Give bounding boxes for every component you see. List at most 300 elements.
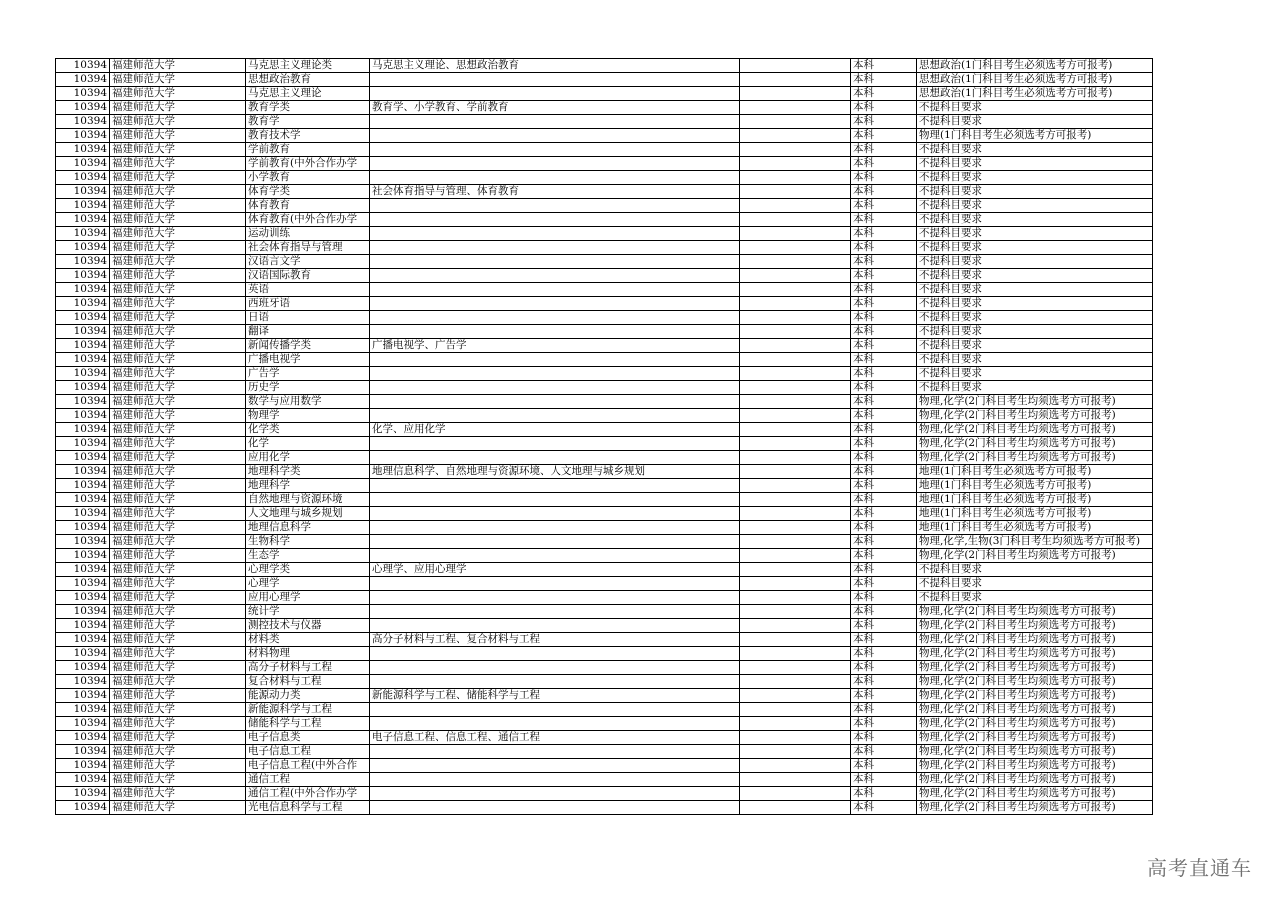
school-name-cell: 福建师范大学 <box>110 675 246 689</box>
school-code-cell: 10394 <box>56 101 110 115</box>
school-code-cell: 10394 <box>56 479 110 493</box>
included-majors-cell <box>370 577 740 591</box>
level-cell: 本科 <box>851 73 917 87</box>
school-name-cell: 福建师范大学 <box>110 605 246 619</box>
level-cell: 本科 <box>851 423 917 437</box>
blank-cell <box>740 143 851 157</box>
subject-requirement-cell: 不提科目要求 <box>917 311 1153 325</box>
table-row <box>56 759 1153 773</box>
level-cell: 本科 <box>851 563 917 577</box>
table-row <box>56 773 1153 787</box>
included-majors-cell <box>370 73 740 87</box>
major-name-cell: 应用化学 <box>246 451 370 465</box>
school-name-cell: 福建师范大学 <box>110 269 246 283</box>
level-cell: 本科 <box>851 171 917 185</box>
table-row <box>56 619 1153 633</box>
table-row <box>56 423 1153 437</box>
included-majors-cell <box>370 521 740 535</box>
school-name-cell: 福建师范大学 <box>110 353 246 367</box>
subject-requirement-cell: 物理(1门科目考生必须选考方可报考) <box>917 129 1153 143</box>
included-majors-cell <box>370 661 740 675</box>
school-name-cell: 福建师范大学 <box>110 549 246 563</box>
level-cell: 本科 <box>851 703 917 717</box>
subject-requirement-cell: 思想政治(1门科目考生必须选考方可报考) <box>917 59 1153 73</box>
major-name-cell: 心理学类 <box>246 563 370 577</box>
subject-requirement-cell: 物理,化学(2门科目考生均须选考方可报考) <box>917 647 1153 661</box>
school-code-cell: 10394 <box>56 283 110 297</box>
included-majors-cell <box>370 759 740 773</box>
level-cell: 本科 <box>851 129 917 143</box>
blank-cell <box>740 59 851 73</box>
major-name-cell: 历史学 <box>246 381 370 395</box>
subject-requirement-cell: 不提科目要求 <box>917 339 1153 353</box>
table-row <box>56 801 1153 815</box>
subject-requirement-cell: 不提科目要求 <box>917 269 1153 283</box>
level-cell: 本科 <box>851 381 917 395</box>
school-code-cell: 10394 <box>56 339 110 353</box>
school-code-cell: 10394 <box>56 129 110 143</box>
major-name-cell: 地理科学 <box>246 479 370 493</box>
blank-cell <box>740 227 851 241</box>
table-row <box>56 269 1153 283</box>
level-cell: 本科 <box>851 479 917 493</box>
included-majors-cell <box>370 381 740 395</box>
school-code-cell: 10394 <box>56 773 110 787</box>
school-code-cell: 10394 <box>56 661 110 675</box>
school-name-cell: 福建师范大学 <box>110 479 246 493</box>
school-name-cell: 福建师范大学 <box>110 437 246 451</box>
school-name-cell: 福建师范大学 <box>110 227 246 241</box>
subject-requirement-cell: 不提科目要求 <box>917 591 1153 605</box>
subject-requirement-cell: 地理(1门科目考生必须选考方可报考) <box>917 493 1153 507</box>
school-name-cell: 福建师范大学 <box>110 157 246 171</box>
school-name-cell: 福建师范大学 <box>110 129 246 143</box>
level-cell: 本科 <box>851 157 917 171</box>
school-name-cell: 福建师范大学 <box>110 283 246 297</box>
table-row <box>56 325 1153 339</box>
blank-cell <box>740 759 851 773</box>
table-row <box>56 703 1153 717</box>
major-name-cell: 地理信息科学 <box>246 521 370 535</box>
school-code-cell: 10394 <box>56 717 110 731</box>
school-code-cell: 10394 <box>56 157 110 171</box>
level-cell: 本科 <box>851 689 917 703</box>
school-name-cell: 福建师范大学 <box>110 731 246 745</box>
school-name-cell: 福建师范大学 <box>110 409 246 423</box>
included-majors-cell <box>370 325 740 339</box>
school-code-cell: 10394 <box>56 549 110 563</box>
included-majors-cell <box>370 787 740 801</box>
subject-requirement-cell: 物理,化学(2门科目考生均须选考方可报考) <box>917 745 1153 759</box>
table-row <box>56 199 1153 213</box>
blank-cell <box>740 199 851 213</box>
table-row <box>56 717 1153 731</box>
subject-requirement-cell: 物理,化学(2门科目考生均须选考方可报考) <box>917 451 1153 465</box>
blank-cell <box>740 703 851 717</box>
level-cell: 本科 <box>851 339 917 353</box>
table-row <box>56 213 1153 227</box>
table-row <box>56 255 1153 269</box>
school-name-cell: 福建师范大学 <box>110 689 246 703</box>
school-code-cell: 10394 <box>56 115 110 129</box>
school-name-cell: 福建师范大学 <box>110 591 246 605</box>
blank-cell <box>740 801 851 815</box>
blank-cell <box>740 563 851 577</box>
school-code-cell: 10394 <box>56 801 110 815</box>
major-name-cell: 体育学类 <box>246 185 370 199</box>
major-name-cell: 高分子材料与工程 <box>246 661 370 675</box>
school-name-cell: 福建师范大学 <box>110 451 246 465</box>
major-name-cell: 汉语言文学 <box>246 255 370 269</box>
level-cell: 本科 <box>851 143 917 157</box>
level-cell: 本科 <box>851 311 917 325</box>
school-code-cell: 10394 <box>56 521 110 535</box>
blank-cell <box>740 731 851 745</box>
school-code-cell: 10394 <box>56 143 110 157</box>
subject-requirement-cell: 物理,化学(2门科目考生均须选考方可报考) <box>917 633 1153 647</box>
level-cell: 本科 <box>851 101 917 115</box>
included-majors-cell: 心理学、应用心理学 <box>370 563 740 577</box>
school-code-cell: 10394 <box>56 619 110 633</box>
table-row <box>56 367 1153 381</box>
school-name-cell: 福建师范大学 <box>110 367 246 381</box>
included-majors-cell: 电子信息工程、信息工程、通信工程 <box>370 731 740 745</box>
major-name-cell: 心理学 <box>246 577 370 591</box>
level-cell: 本科 <box>851 325 917 339</box>
included-majors-cell <box>370 269 740 283</box>
major-name-cell: 材料物理 <box>246 647 370 661</box>
table-row <box>56 171 1153 185</box>
included-majors-cell: 地理信息科学、自然地理与资源环境、人文地理与城乡规划 <box>370 465 740 479</box>
school-code-cell: 10394 <box>56 633 110 647</box>
blank-cell <box>740 171 851 185</box>
included-majors-cell <box>370 367 740 381</box>
included-majors-cell <box>370 605 740 619</box>
major-name-cell: 新闻传播学类 <box>246 339 370 353</box>
subject-requirement-cell: 物理,化学(2门科目考生均须选考方可报考) <box>917 409 1153 423</box>
included-majors-cell <box>370 451 740 465</box>
table-row <box>56 87 1153 101</box>
table-row <box>56 185 1153 199</box>
blank-cell <box>740 325 851 339</box>
table-row <box>56 787 1153 801</box>
level-cell: 本科 <box>851 661 917 675</box>
table-row <box>56 479 1153 493</box>
school-name-cell: 福建师范大学 <box>110 423 246 437</box>
included-majors-cell: 马克思主义理论、思想政治教育 <box>370 59 740 73</box>
school-name-cell: 福建师范大学 <box>110 577 246 591</box>
subject-requirement-cell: 物理,化学,生物(3门科目考生均须选考方可报考) <box>917 535 1153 549</box>
table-body <box>56 59 1153 815</box>
blank-cell <box>740 353 851 367</box>
blank-cell <box>740 395 851 409</box>
included-majors-cell <box>370 227 740 241</box>
included-majors-cell <box>370 773 740 787</box>
included-majors-cell <box>370 283 740 297</box>
blank-cell <box>740 255 851 269</box>
school-name-cell: 福建师范大学 <box>110 339 246 353</box>
school-name-cell: 福建师范大学 <box>110 717 246 731</box>
subject-requirement-cell: 不提科目要求 <box>917 213 1153 227</box>
blank-cell <box>740 535 851 549</box>
major-name-cell: 光电信息科学与工程 <box>246 801 370 815</box>
school-name-cell: 福建师范大学 <box>110 199 246 213</box>
table-row <box>56 353 1153 367</box>
subject-requirement-cell: 物理,化学(2门科目考生均须选考方可报考) <box>917 787 1153 801</box>
level-cell: 本科 <box>851 675 917 689</box>
included-majors-cell: 教育学、小学教育、学前教育 <box>370 101 740 115</box>
school-code-cell: 10394 <box>56 745 110 759</box>
level-cell: 本科 <box>851 759 917 773</box>
subject-requirement-cell: 物理,化学(2门科目考生均须选考方可报考) <box>917 661 1153 675</box>
school-name-cell: 福建师范大学 <box>110 59 246 73</box>
school-code-cell: 10394 <box>56 507 110 521</box>
school-code-cell: 10394 <box>56 577 110 591</box>
subject-requirement-cell: 物理,化学(2门科目考生均须选考方可报考) <box>917 395 1153 409</box>
subject-requirement-cell: 不提科目要求 <box>917 283 1153 297</box>
table-row <box>56 451 1153 465</box>
school-code-cell: 10394 <box>56 731 110 745</box>
school-code-cell: 10394 <box>56 409 110 423</box>
blank-cell <box>740 465 851 479</box>
included-majors-cell: 新能源科学与工程、储能科学与工程 <box>370 689 740 703</box>
school-code-cell: 10394 <box>56 437 110 451</box>
school-code-cell: 10394 <box>56 171 110 185</box>
subject-requirement-cell: 物理,化学(2门科目考生均须选考方可报考) <box>917 703 1153 717</box>
school-code-cell: 10394 <box>56 325 110 339</box>
school-code-cell: 10394 <box>56 493 110 507</box>
school-name-cell: 福建师范大学 <box>110 143 246 157</box>
included-majors-cell <box>370 717 740 731</box>
blank-cell <box>740 773 851 787</box>
table-row <box>56 507 1153 521</box>
subject-requirement-cell: 不提科目要求 <box>917 353 1153 367</box>
level-cell: 本科 <box>851 745 917 759</box>
included-majors-cell: 高分子材料与工程、复合材料与工程 <box>370 633 740 647</box>
major-name-cell: 体育教育(中外合作办学 <box>246 213 370 227</box>
major-name-cell: 马克思主义理论 <box>246 87 370 101</box>
level-cell: 本科 <box>851 115 917 129</box>
school-code-cell: 10394 <box>56 591 110 605</box>
blank-cell <box>740 409 851 423</box>
table-row <box>56 437 1153 451</box>
subject-requirement-cell: 地理(1门科目考生必须选考方可报考) <box>917 521 1153 535</box>
blank-cell <box>740 437 851 451</box>
blank-cell <box>740 297 851 311</box>
school-code-cell: 10394 <box>56 689 110 703</box>
table-row <box>56 535 1153 549</box>
table-row <box>56 227 1153 241</box>
school-name-cell: 福建师范大学 <box>110 619 246 633</box>
table-row <box>56 339 1153 353</box>
blank-cell <box>740 619 851 633</box>
level-cell: 本科 <box>851 269 917 283</box>
school-code-cell: 10394 <box>56 423 110 437</box>
subject-requirement-cell: 地理(1门科目考生必须选考方可报考) <box>917 507 1153 521</box>
major-name-cell: 统计学 <box>246 605 370 619</box>
table-row <box>56 297 1153 311</box>
table-row <box>56 157 1153 171</box>
included-majors-cell <box>370 675 740 689</box>
included-majors-cell <box>370 647 740 661</box>
level-cell: 本科 <box>851 297 917 311</box>
blank-cell <box>740 213 851 227</box>
subject-requirement-cell: 物理,化学(2门科目考生均须选考方可报考) <box>917 675 1153 689</box>
major-name-cell: 教育技术学 <box>246 129 370 143</box>
level-cell: 本科 <box>851 353 917 367</box>
level-cell: 本科 <box>851 185 917 199</box>
included-majors-cell <box>370 353 740 367</box>
major-name-cell: 自然地理与资源环境 <box>246 493 370 507</box>
subject-requirement-cell: 不提科目要求 <box>917 577 1153 591</box>
school-code-cell: 10394 <box>56 311 110 325</box>
school-name-cell: 福建师范大学 <box>110 213 246 227</box>
blank-cell <box>740 787 851 801</box>
level-cell: 本科 <box>851 549 917 563</box>
blank-cell <box>740 745 851 759</box>
blank-cell <box>740 311 851 325</box>
level-cell: 本科 <box>851 773 917 787</box>
major-name-cell: 数学与应用数学 <box>246 395 370 409</box>
school-name-cell: 福建师范大学 <box>110 171 246 185</box>
school-name-cell: 福建师范大学 <box>110 661 246 675</box>
blank-cell <box>740 115 851 129</box>
table-row <box>56 283 1153 297</box>
table-row <box>56 731 1153 745</box>
blank-cell <box>740 87 851 101</box>
table-row <box>56 605 1153 619</box>
school-name-cell: 福建师范大学 <box>110 395 246 409</box>
major-name-cell: 小学教育 <box>246 171 370 185</box>
school-code-cell: 10394 <box>56 563 110 577</box>
school-name-cell: 福建师范大学 <box>110 185 246 199</box>
subject-requirement-cell: 物理,化学(2门科目考生均须选考方可报考) <box>917 759 1153 773</box>
subject-requirement-cell: 不提科目要求 <box>917 157 1153 171</box>
blank-cell <box>740 493 851 507</box>
included-majors-cell <box>370 745 740 759</box>
subject-requirement-cell: 不提科目要求 <box>917 297 1153 311</box>
major-name-cell: 生态学 <box>246 549 370 563</box>
level-cell: 本科 <box>851 605 917 619</box>
subject-requirement-cell: 不提科目要求 <box>917 101 1153 115</box>
table-row <box>56 465 1153 479</box>
major-name-cell: 测控技术与仪器 <box>246 619 370 633</box>
subject-requirement-cell: 思想政治(1门科目考生必须选考方可报考) <box>917 73 1153 87</box>
school-code-cell: 10394 <box>56 451 110 465</box>
subject-requirement-cell: 物理,化学(2门科目考生均须选考方可报考) <box>917 731 1153 745</box>
table-row <box>56 563 1153 577</box>
level-cell: 本科 <box>851 367 917 381</box>
major-name-cell: 马克思主义理论类 <box>246 59 370 73</box>
blank-cell <box>740 73 851 87</box>
included-majors-cell: 广播电视学、广告学 <box>370 339 740 353</box>
subject-requirement-cell: 不提科目要求 <box>917 255 1153 269</box>
school-code-cell: 10394 <box>56 185 110 199</box>
included-majors-cell <box>370 213 740 227</box>
school-name-cell: 福建师范大学 <box>110 381 246 395</box>
blank-cell <box>740 717 851 731</box>
table-row <box>56 73 1153 87</box>
blank-cell <box>740 423 851 437</box>
blank-cell <box>740 381 851 395</box>
level-cell: 本科 <box>851 451 917 465</box>
major-name-cell: 化学 <box>246 437 370 451</box>
table-row <box>56 493 1153 507</box>
major-name-cell: 复合材料与工程 <box>246 675 370 689</box>
major-name-cell: 生物科学 <box>246 535 370 549</box>
major-name-cell: 运动训练 <box>246 227 370 241</box>
table-row <box>56 101 1153 115</box>
included-majors-cell <box>370 507 740 521</box>
major-name-cell: 电子信息类 <box>246 731 370 745</box>
school-code-cell: 10394 <box>56 465 110 479</box>
major-name-cell: 英语 <box>246 283 370 297</box>
major-name-cell: 电子信息工程 <box>246 745 370 759</box>
included-majors-cell <box>370 535 740 549</box>
school-code-cell: 10394 <box>56 199 110 213</box>
level-cell: 本科 <box>851 647 917 661</box>
blank-cell <box>740 157 851 171</box>
school-name-cell: 福建师范大学 <box>110 87 246 101</box>
major-name-cell: 日语 <box>246 311 370 325</box>
included-majors-cell: 社会体育指导与管理、体育教育 <box>370 185 740 199</box>
school-code-cell: 10394 <box>56 59 110 73</box>
table-row <box>56 143 1153 157</box>
included-majors-cell <box>370 409 740 423</box>
blank-cell <box>740 591 851 605</box>
subject-requirement-cell: 地理(1门科目考生必须选考方可报考) <box>917 479 1153 493</box>
table-row <box>56 59 1153 73</box>
included-majors-cell <box>370 171 740 185</box>
school-name-cell: 福建师范大学 <box>110 297 246 311</box>
level-cell: 本科 <box>851 619 917 633</box>
admission-table <box>55 58 1153 815</box>
included-majors-cell <box>370 591 740 605</box>
blank-cell <box>740 675 851 689</box>
blank-cell <box>740 241 851 255</box>
major-name-cell: 通信工程 <box>246 773 370 787</box>
school-code-cell: 10394 <box>56 87 110 101</box>
table-row <box>56 311 1153 325</box>
included-majors-cell <box>370 479 740 493</box>
level-cell: 本科 <box>851 241 917 255</box>
major-name-cell: 社会体育指导与管理 <box>246 241 370 255</box>
level-cell: 本科 <box>851 591 917 605</box>
included-majors-cell <box>370 437 740 451</box>
table-row <box>56 661 1153 675</box>
school-name-cell: 福建师范大学 <box>110 241 246 255</box>
blank-cell <box>740 479 851 493</box>
blank-cell <box>740 549 851 563</box>
school-name-cell: 福建师范大学 <box>110 311 246 325</box>
major-name-cell: 汉语国际教育 <box>246 269 370 283</box>
subject-requirement-cell: 物理,化学(2门科目考生均须选考方可报考) <box>917 801 1153 815</box>
subject-requirement-cell: 思想政治(1门科目考生必须选考方可报考) <box>917 87 1153 101</box>
blank-cell <box>740 661 851 675</box>
subject-requirement-cell: 不提科目要求 <box>917 143 1153 157</box>
level-cell: 本科 <box>851 395 917 409</box>
school-name-cell: 福建师范大学 <box>110 703 246 717</box>
included-majors-cell <box>370 87 740 101</box>
table-row <box>56 409 1153 423</box>
blank-cell <box>740 367 851 381</box>
subject-requirement-cell: 物理,化学(2门科目考生均须选考方可报考) <box>917 437 1153 451</box>
level-cell: 本科 <box>851 283 917 297</box>
school-code-cell: 10394 <box>56 367 110 381</box>
blank-cell <box>740 101 851 115</box>
blank-cell <box>740 647 851 661</box>
school-name-cell: 福建师范大学 <box>110 647 246 661</box>
